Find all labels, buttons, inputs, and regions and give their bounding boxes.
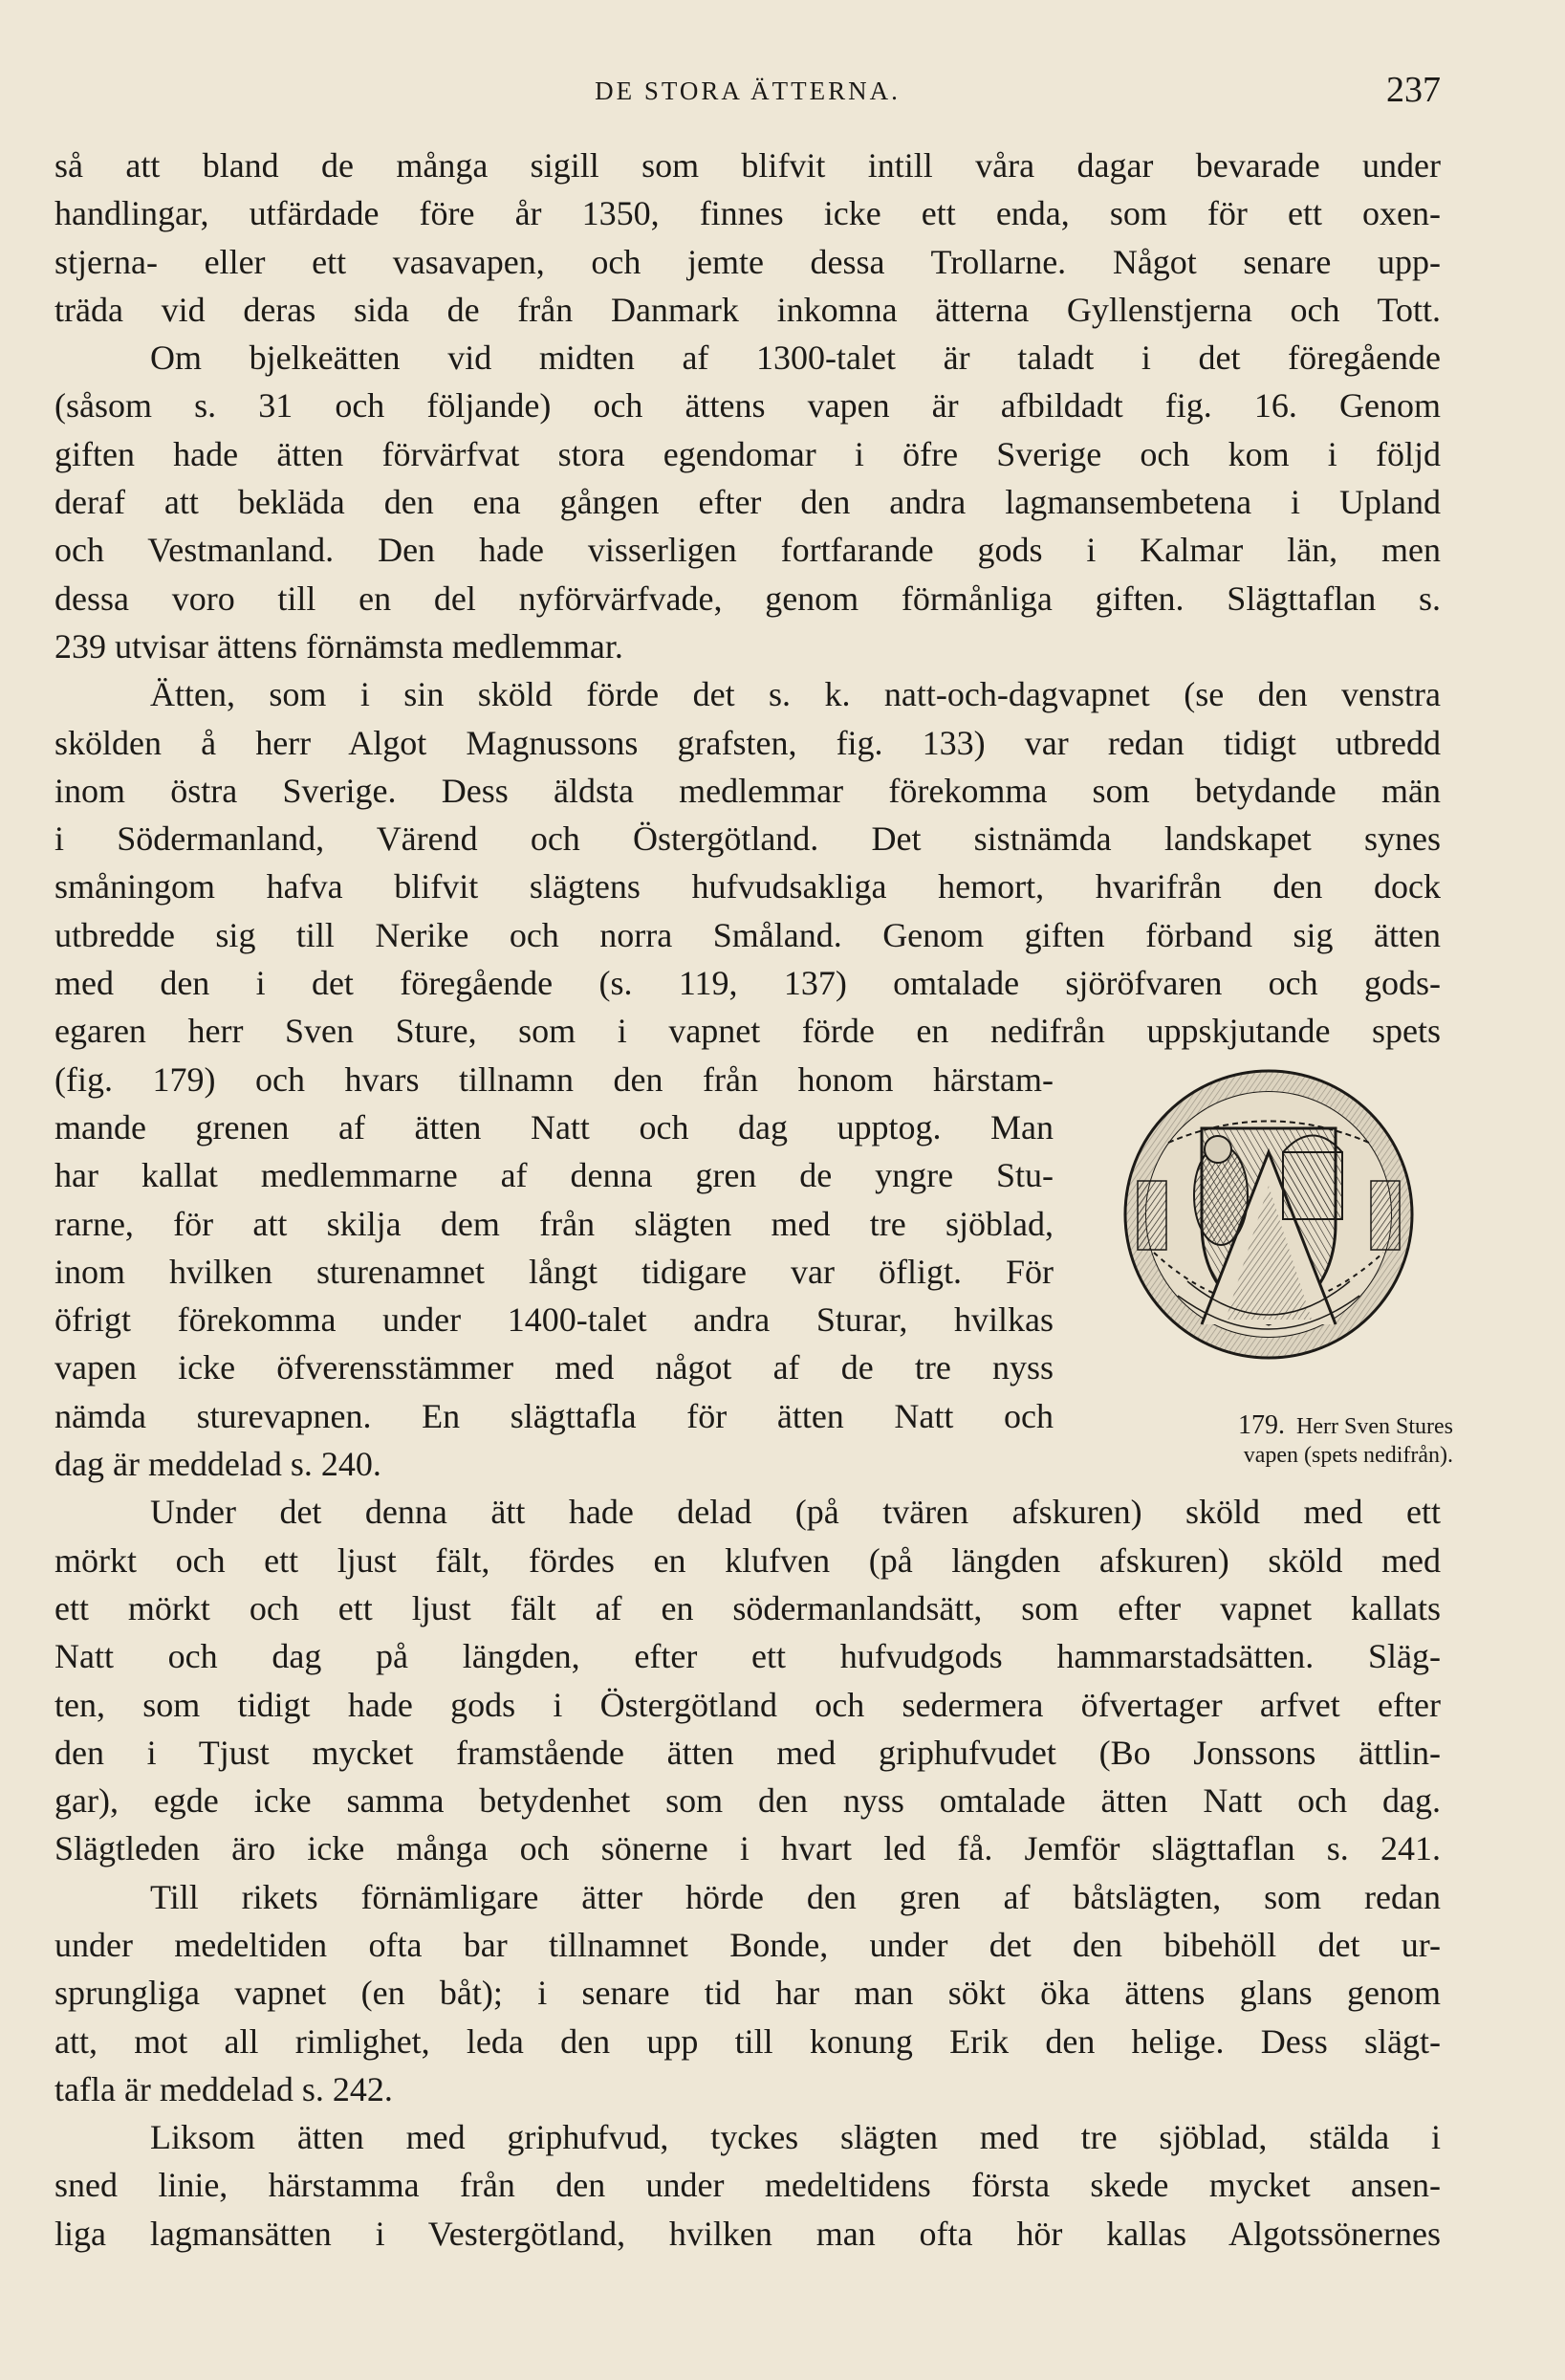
text-line: inom hvilken sturenamnet långt tidigare var öfligt. För [54,1252,1054,1291]
text-line: dag är meddelad s. 240. [54,1445,381,1484]
text-line: Till rikets förnämligare ätter hörde den gren af båtslägten, som redan [150,1877,1441,1916]
text-line: vapen icke öfverensstämmer med något af de tre nyss [54,1348,1054,1387]
text-line: gar), egde icke samma betydenhet som den nyss omtalade ätten Natt och dag. [54,1781,1441,1821]
text-line: inom östra Sverige. Dess äldsta medlemmar förekomma som betydande män [54,771,1441,810]
page-header [54,69,1441,117]
text-line: Liksom ätten med griphufvud, tyckes slägten med tre sjöblad, stälda i [150,2118,1441,2157]
text-line: giften hade ätten förvärfvat stora egendomar i öfre Sverige och kom i följd [54,434,1441,473]
text-line: mörkt och ett ljust fält, fördes en klufven (på längden afskuren) sköld med [54,1540,1441,1580]
text-line: den i Tjust mycket framstående ätten med griphufvudet (Bo Jonssons ättlin- [54,1733,1441,1772]
text-line: har kallat medlemmarne af denna gren de yngre Stu- [54,1156,1054,1195]
text-line: (fig. 179) och hvars tillnamn den från honom härstam- [54,1059,1054,1099]
seal-engraving [1111,1061,1426,1367]
text-line: stjerna- eller ett vasavapen, och jemte dessa Trollarne. Något senare upp- [54,242,1441,281]
text-line: ten, som tidigt hade gods i Östergötland och sedermera öfvertager arfvet efter [54,1685,1441,1724]
text-line: tafla är meddelad s. 242. [54,2069,393,2108]
text-line: sprungliga vapnet (en båt); i senare tid har man sökt öka ättens glans genom [54,1974,1441,2013]
text-line: (såsom s. 31 och följande) och ättens vapen är afbildadt fig. 16. Genom [54,386,1441,426]
text-line: deraf att bekläda den ena gången efter den andra lagmansembetena i Upland [54,483,1441,522]
text-line: med den i det föregående (s. 119, 137) omtalade sjöröfvaren och gods- [54,964,1441,1003]
figure-caption [1080,1411,1453,1470]
text-line: att, mot all rimlighet, leda den upp till konung Erik den helige. Dess slägt- [54,2021,1441,2061]
text-line: handlingar, utfärdade före år 1350, finnes icke ett enda, som för ett oxen- [54,194,1441,233]
text-line: Slägtleden äro icke många och sönerne i hvart led få. Jemför slägttaflan s. 241. [54,1829,1441,1868]
seal-illustration [1111,1061,1426,1367]
text-line: Om bjelkeätten vid midten af 1300-talet är taladt i det föregående [150,338,1441,378]
text-line: och Vestmanland. Den hade visserligen fortfarande gods i Kalmar län, men [54,531,1441,570]
text-line: småningom hafva blifvit slägtens hufvudsakliga hemort, hvarifrån den dock [54,867,1441,906]
text-line: Ätten, som i sin sköld förde det s. k. natt-och-dagvapnet (se den venstra [150,675,1441,714]
text-line: 239 utvisar ättens förnämsta medlemmar. [54,626,623,666]
text-line: rarne, för att skilja dem från slägten med tre sjöblad, [54,1204,1054,1243]
text-line: i Södermanland, Värend och Östergötland. Det sistnämda landskapet synes [54,819,1441,859]
caption-line-1: Herr Sven Stures [1296,1414,1453,1439]
text-line: sned linie, härstamma från den under medeltidens första skede mycket ansen- [54,2166,1441,2205]
caption-line-2: vapen (spets nedifrån). [1243,1443,1453,1468]
page-number: 237 [1386,70,1441,110]
text-line: under medeltiden ofta bar tillnamnet Bonde, under det den bibehöll det ur- [54,1925,1441,1964]
text-line: liga lagmansätten i Vestergötland, hvilken man ofta hör kallas Algotssönernes [54,2214,1441,2253]
text-line: så att bland de många sigill som blifvit intill våra dagar bevarade under [54,146,1441,185]
text-line: träda vid deras sida de från Danmark inkomna ätterna Gyllenstjerna och Tott. [54,290,1441,329]
text-line: dessa voro till en del nyförvärfvade, genom förmånliga giften. Slägttaflan s. [54,579,1441,618]
text-line: öfrigt förekomma under 1400-talet andra Sturar, hvilkas [54,1300,1054,1340]
text-line: nämda sturevapnen. En slägttafla för ätten Natt och [54,1396,1054,1435]
text-line: mande grenen af ätten Natt och dag upptog. Man [54,1107,1054,1146]
text-line: Under det denna ätt hade delad (på tvären afskuren) sköld med ett [150,1493,1441,1532]
figure-number: 179. [1238,1410,1286,1440]
figure-179 [1080,1050,1453,1468]
text-line: utbredde sig till Nerike och norra Småland. Genom giften förband sig ätten [54,915,1441,954]
text-line: Natt och dag på längden, efter ett hufvudgods hammarstadsätten. Släg- [54,1637,1441,1676]
text-line: egaren herr Sven Sture, som i vapnet förde en nedifrån uppskjutande spets [54,1012,1441,1051]
text-line: ett mörkt och ett ljust fält af en södermanlandsätt, som efter vapnet kallats [54,1588,1441,1627]
text-line: skölden å herr Algot Magnussons grafsten, fig. 133) var redan tidigt utbredd [54,723,1441,762]
running-title: DE STORA ÄTTERNA. [595,76,901,105]
